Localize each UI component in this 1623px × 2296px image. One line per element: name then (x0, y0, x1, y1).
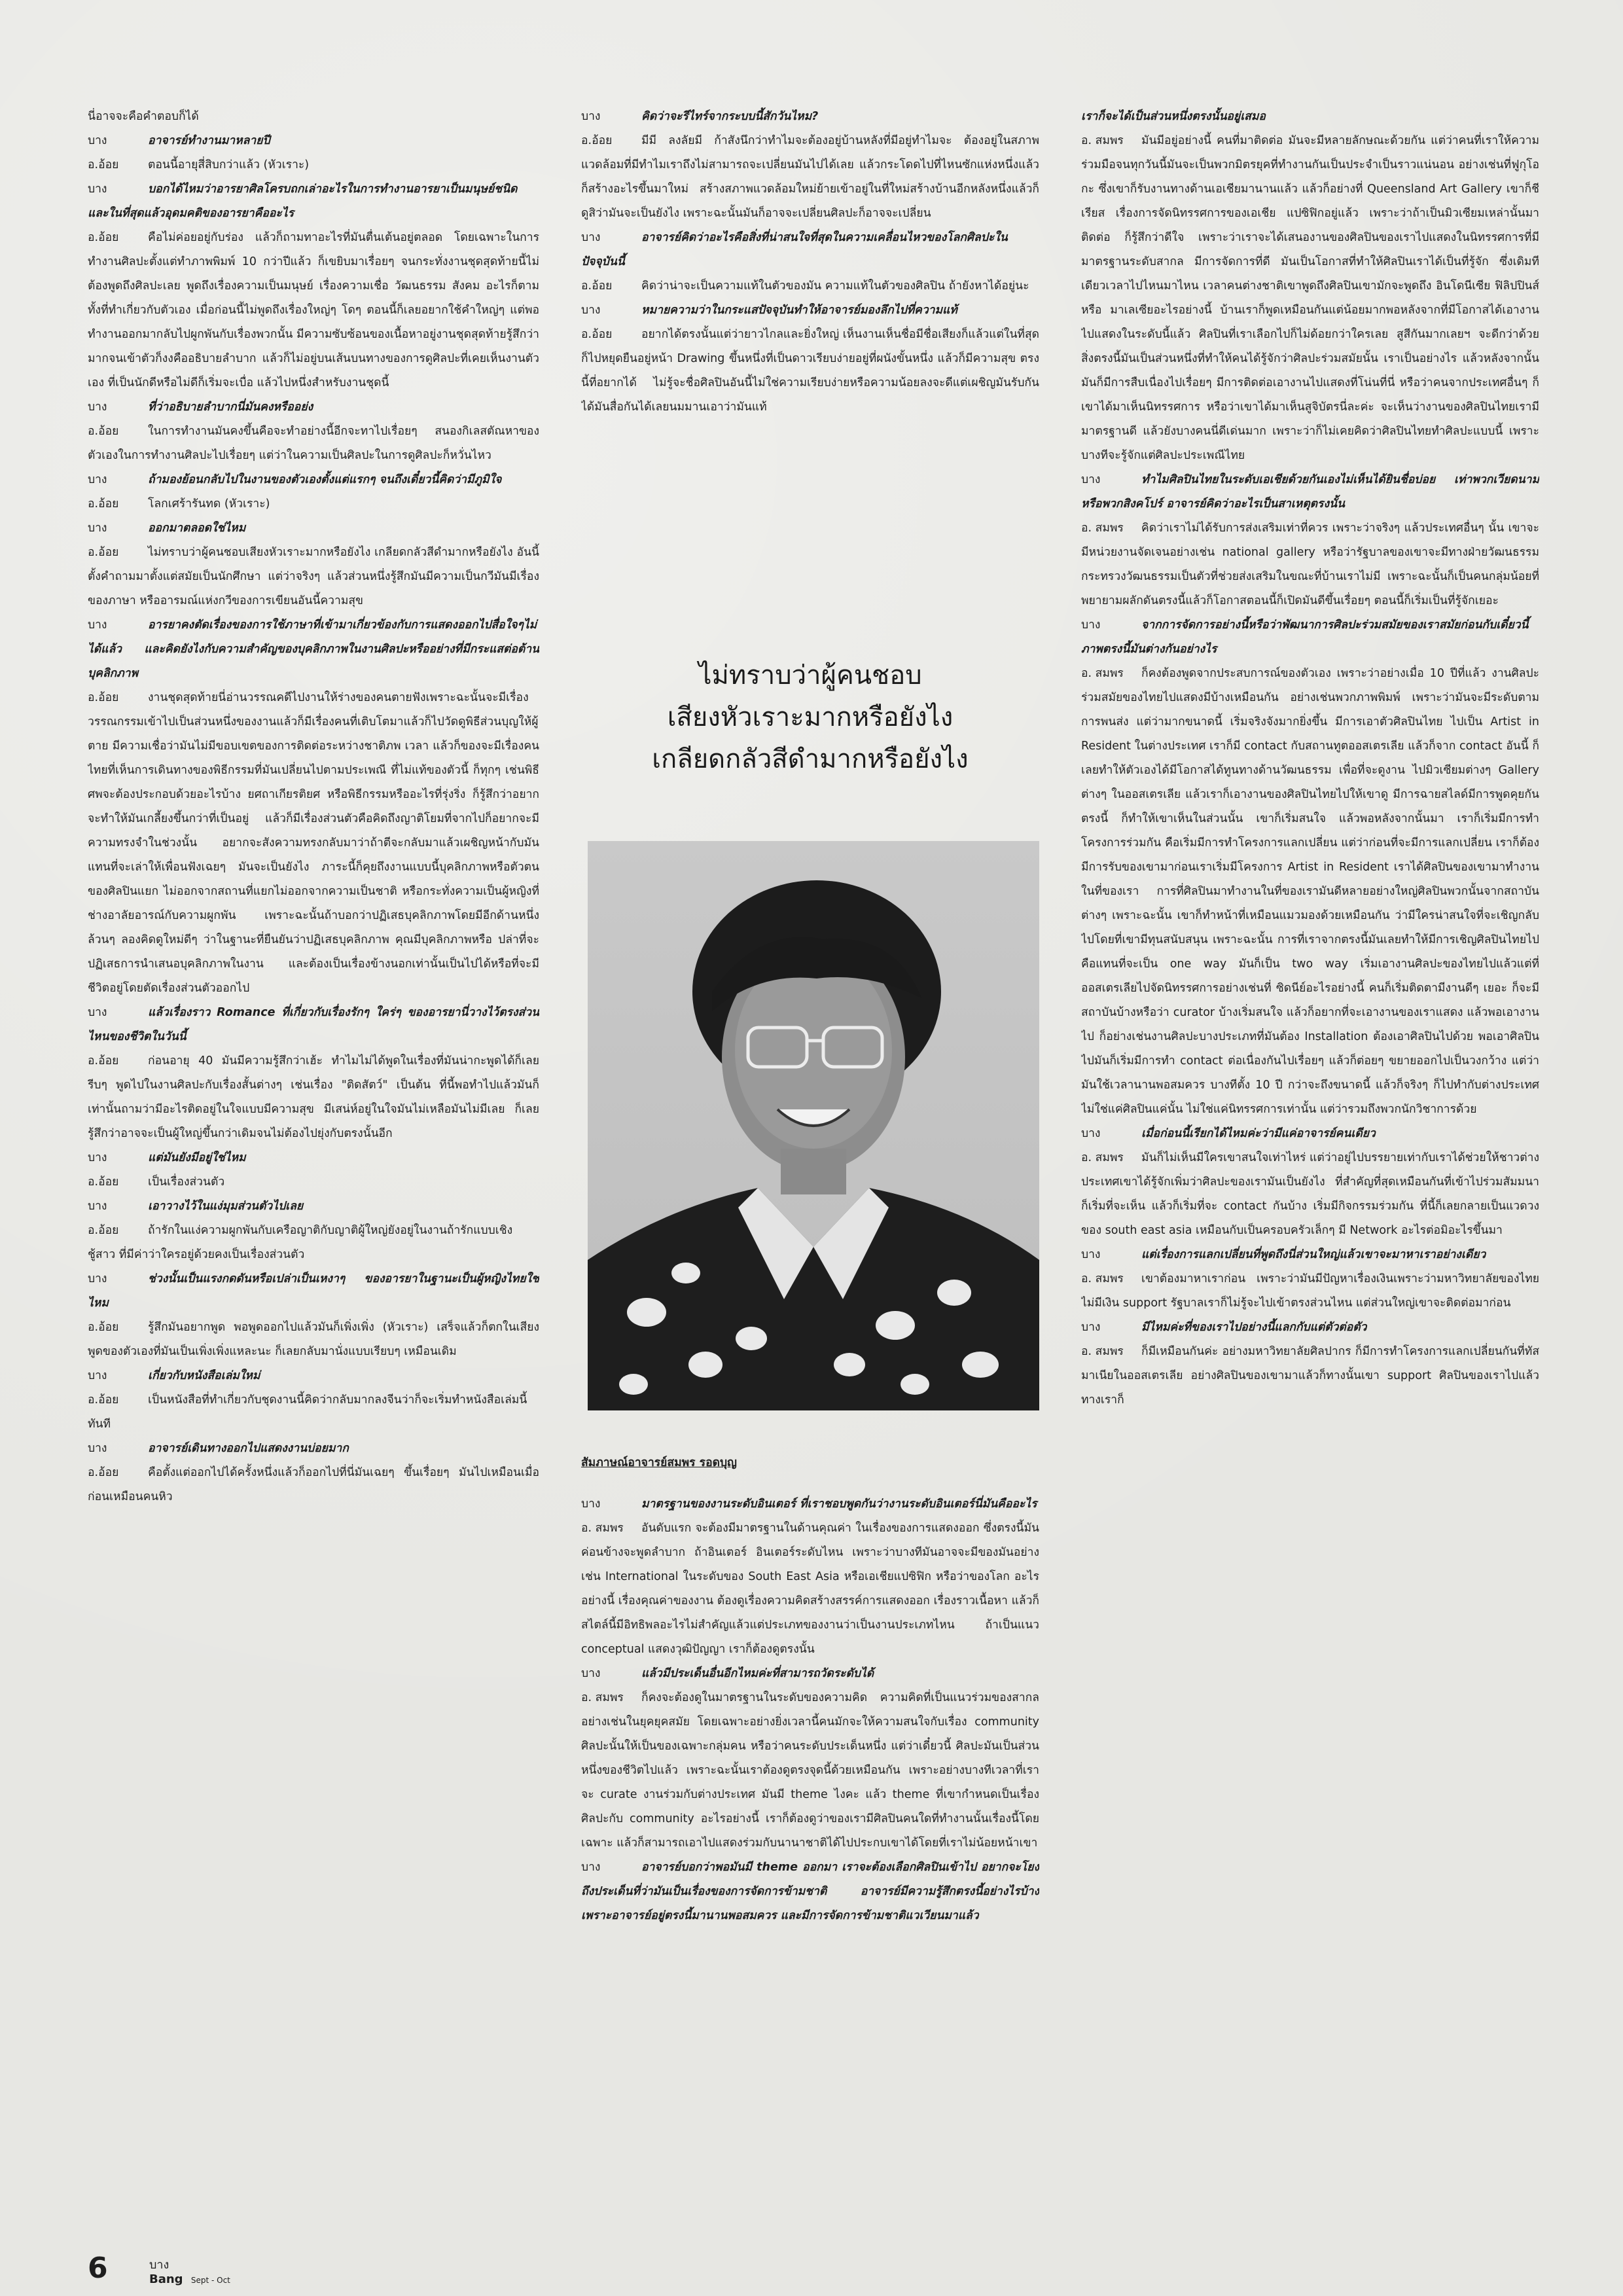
paragraph-text: อาจารย์ทำงานมาหลายปี (148, 134, 270, 147)
interview-answer (1081, 1146, 1539, 1243)
interview-question (581, 1856, 1039, 1928)
paragraph-text: มีมี ลงลัยมี ก้าสังนึกว่าทำไมจะต้องอยู่บ้านหลังที่มีอยู่ทำไมจะ ต้องอยู่ในสภาพแวดล้อมที่มีทำไมเราถึงไม่สามารถจะเปลี่ยนมันไปได้เลย แล้วกระโดดไปที่ไหนซักแห่งหนึ่งแล้วก็สร้างอะไรขึ้นมาใหม่ สร้างสภาพแวดล้อมใหม่ย้ายเข้าอยู่ในที่ใหม่สร้างบ้านอีกหลังหนึ่งแล้วก็ดูสิว่ามันจะเป็นยังไง เพราะฉะนั้นมันก็อาจจะเปลี่ยนศิลปะก็อาจจะเปลี่ยน (581, 134, 1039, 220)
paragraph-text: คิดว่าน่าจะเป็นความแท้ในตัวของมัน ความแท้ในตัวของศิลปิน ถ้ายังหาได้อยู่นะ (641, 279, 1029, 293)
speaker-label: บาง (88, 183, 107, 196)
interview-answer (88, 1219, 539, 1267)
paragraph-text: ทำไมศิลปินไทยในระดับเอเชียด้วยกันเองไม่เห็นได้ยินชื่อบ่อย เท่าพวกเวียดนามหรือพวกสิงคโปร์ อาจารย์คิดว่าอะไรเป็นสาเหตุตรงนั้น (1081, 473, 1539, 511)
magazine-brand (149, 2258, 230, 2287)
speaker-label: บาง (88, 619, 107, 632)
speaker-label: บาง (581, 1667, 601, 1680)
interview-answer (88, 420, 539, 468)
speaker-label: บาง (88, 1369, 107, 1382)
paragraph-text: เขาต้องมาหาเราก่อน เพราะว่ามันมีปัญหาเรื่องเงินเพราะว่ามหาวิทยาลัยของไทยไม่มีเงิน support รัฐบาลเราก็ไม่รู้จะไปเข้าตรงส่วนไหน แต่ส่วนใหญ่เขาจะติดต่อมาก่อน (1081, 1272, 1539, 1310)
speaker-label: บาง (88, 522, 107, 535)
interview-answer (581, 274, 1039, 298)
speaker-label: บาง (581, 304, 601, 317)
paragraph-text: บอกได้ไหมว่าอารยาศิลโครบถกเล่าอะไรในการทำงานอารยาเป็นมนุษย์ชนิด และในที่สุดแล้วอุดมคติของอารยาคืออะไร (88, 183, 518, 220)
paragraph-text: มันมีอยู่อย่างนี้ คนที่มาติดต่อ มันจะมีหลายลักษณะด้วยกัน แต่ว่าคนที่เราให้ความร่วมมือจนทุกวันนี้มันจะเป็นพวกมิตรยุคที่ทำงานกันเป็นประจำเป็นราวแน่นอน อย่างเช่นที่ฟูกุโอกะ ซึ่งเขาก็รับงานทางด้านเอเชียมานานแล้ว แล้วก็อย่างที่ Queensland Art Gallery เขาก็ชีเรียส เรื่องการจัดนิทรรศการของเอเชีย แปซิฟิกอยู่แล้ว เพราะว่าถ้าเป็นมิวเซียมเหล่านั้นมาติดต่อ ก็รู้สึกว่าดีใจ เพราะว่าเราจะได้เสนองานของศิลปินของเราไปแสดงในนิทรรศการที่มีมาตรฐานระดับสากล มีการจัดการที่ดี มันเป็นโอกาสที่ทำให้ศิลปินเราได้เป็นที่รู้จัก ซึ่งเดิมทีเดียวเวลาไปไหนมาไหน เวลาคนต่างชาติเขาพูดถึงศิลปินเขามักจะพูดถึง อินโดนีเซีย ฟิลิปปินส์ หรือ มาเลเซียอะไรอย่างนี้ บ้านเราก็พูดเหมือนกันแต่น้อยมากพอหลังจากที่มีโอกาสได้เอางานไปแสดงในระดับนี้แล้ว ศิลปินที่เราเลือกไปก็ไม่ด้อยกว่าใครเลย สูสีกันมากเลยฯ จะดีกว่าด้วย สิ่งตรงนี้มันเป็นส่วนหนึ่งที่ทำให้คนได้รู้จักว่าศิลปะร่วมสมัยนั้น เราเป็นอย่างไร แล้วหลังจากนั้นมันก็มีการสืบเนื่องไปเรื่อยๆ มีการติดต่อเอางานไปแสดงที่โน่นที่นี่ หรือว่าคนจากประเทศอื่นๆ ก็เขาได้มาเห็นนิทรรศการ หรือว่าเขาได้มาเห็นสูจิบัตรนี่ละค่ะ จะเห็นว่างานของศิลปินไทยเรามีมาตรฐานดี แล้วยังบางคนนี่ดีเด่นมาก เพราะว่าก็ไม่เคยคิดว่าศิลปินไทยทำศิลปะแบบนี้ เพราะบางทีจะรู้จักแต่ศิลปะประเพณีไทย (1081, 134, 1539, 462)
paragraph-text: ก่อนอายุ 40 มันมีความรู้สึกว่าเฮ้ะ ทำไมไม่ได้พูดในเรื่องที่มันน่ากะพูดได้ก็เลยรีบๆ พูดไปในงานศิลปะกับเรื่องสั้นต่างๆ เช่นเรื่อง "ติดสัตว์" เป็นต้น ที่นี้พอทำไปแล้วมันก็เท่านั้นถามว่ามีอะไรติดอยู่ในใจแบบมีความสุข มีเสน่ห์อยู่ในใจมันไม่เหลือมันไม่มีเลย ก็เลยรู้สึกว่าอาจจะเป็นผู้ใหญ่ขึ้นกว่าเดิมจนไม่ต้องไปยุ่งกับตรงนั้นอีก (88, 1054, 539, 1140)
speaker-label: อ.อ้อย (88, 231, 119, 244)
speaker-label: อ. สมพร (581, 1522, 624, 1535)
speaker-label: อ.อ้อย (88, 1321, 119, 1334)
speaker-label: อ.อ้อย (88, 1466, 119, 1479)
paragraph-text: ถ้ารักในแง่ความผูกพันกับเครือญาติกับญาติผู้ใหญ่ยังอยู่ในงานถ้ารักแบบเชิงชู้สาว ที่มีค่าว่าใครอยู่ด้วยคงเป็นเรื่องส่วนตัว (88, 1224, 513, 1261)
paragraph-text: ช่วงนั้นเป็นแรงกดดันหรือเปล่าเป็นเหงาๆ ของอารยาในฐานะเป็นผู้หญิงไทยใช่ไหม (88, 1272, 539, 1310)
portrait-photo (588, 841, 1039, 1410)
speaker-label: อ. สมพร (1081, 1151, 1124, 1164)
interview-question (581, 1662, 1039, 1686)
interviewee-photo (588, 841, 1039, 1410)
interview-answer (88, 1049, 539, 1146)
paragraph-text: จากการจัดการอย่างนี้หรือว่าพัฒนาการศิลปะร่วมสมัยของเราสมัยก่อนกับเดี๋ยวนี้ ภาพตรงนี้มันต่างกันอย่างไร (1081, 619, 1529, 656)
interview-question (88, 1146, 539, 1170)
speaker-label: อ. สมพร (1081, 134, 1124, 147)
interview-question (88, 516, 539, 541)
paragraph-text: ก็มีเหมือนกันค่ะ อย่างมหาวิทยาลัยศิลปากร ก็มีการทำโครงการแลกเปลี่ยนกันที่ทัสมาเนียในออสเตรเลีย อย่างศิลปินของเขามาแล้วก็ทางนั้นเขา support ศิลปินของเราไปแล้วทางเราก็ (1081, 1345, 1539, 1407)
paragraph-text: ตอนนี้อายุสี่สิบกว่าแล้ว (หัวเราะ) (148, 158, 310, 171)
speaker-label: บาง (88, 1151, 107, 1164)
paragraph-text: เป็นเรื่องส่วนตัว (148, 1175, 225, 1189)
paragraph-text: ถ้ามองย้อนกลับไปในงานของตัวเองตั้งแต่แรกๆ จนถึงเดี๋ยวนี้คิดว่ามีภูมิใจ (148, 473, 502, 486)
paragraph-text: แต่มันยังมีอยู่ใช่ไหม (148, 1151, 246, 1164)
middle-column-top (581, 105, 1039, 628)
paragraph-text: อาจารย์บอกว่าพอมันมี theme ออกมา เราจะต้องเลือกศิลปินเข้าไป อยากจะโยงถึงประเด็นที่ว่ามันเป็นเรื่องของการจัดการข้ามชาติ อาจารย์มีความรู้สึกตรงนี้อย่างไรบ้าง เพราะอาจารย์อยู่ตรงนี้มานานพอสมควร และมีการจัดการข้ามชาติแวเวียนมาแล้ว (581, 1861, 1039, 1922)
paragraph-text: มันก็ไม่เห็นมีใครเขาสนใจเท่าไหร่ แต่ว่าอยู่ไปบรรยายเท่ากับเราได้ช่วยให้ชาวต่างประเทศเขาได้รู้จักเพิ่มว่าศิลปะของเรามันเป็นยังไง ที่สำคัญที่สุดเหมือนกันที่เข้าไปร่วมสัมมนาก็เริ่มที่จะเห็น แล้วก็เริ่มที่จะ contact กันบ้าง เริ่มมีกิจกรรมร่วมกัน ที่นี้ก็เลยกลายเป็นแวดวงของ south east asia เหมือนกับเป็นครอบครัวเล็กๆ มี Network อะไรต่อมิอะไรขึ้นมา (1081, 1151, 1539, 1237)
paragraph-text: แต่เรื่องการแลกเปลี่ยนที่พูดถึงนี่ส่วนใหญ่แล้วเขาจะมาหาเราอย่างเดียว (1141, 1248, 1486, 1261)
paragraph-text: ในการทำงานมันคงขึ้นคือจะทำอย่างนี้อีกจะทาไปเรื่อยๆ สนองกิเลสตัณหาของตัวเองในการทำงานศิลปะไปเรื่อยๆ แต่ว่าในความเป็นศิลปะในการดูศิลปะก็หวั่นไหว (88, 425, 539, 462)
paragraph-text: อยากได้ตรงนั้นแต่ว่ายาวไกลและยิ่งใหญ่ เห็นงานเห็นชื่อมีชื่อเสียงก็แล้วแต่ในที่สุดก็ไปหยุดยืนอยู่หน้า Drawing ขึ้นหนึ่งที่เป็นดาวเรียบง่ายอยู่ที่ผนังขั้นหนึ่ง แล้วก็มีความสุข ตรงนี้ที่อยากได้ ไม่รู้จะชื่อศิลปินอันนี้ไม่ใช่ความเรียบง่ายหรือความน้อยลงจะดีแต่เผชิญมันรับกันได้มันสื่อกันได้เลยนมมานเอาว่ามันแท้ (581, 328, 1039, 414)
speaker-label: บาง (88, 1200, 107, 1213)
brand-en: Bang (149, 2272, 183, 2286)
interview-answer (581, 1516, 1039, 1662)
interview-answer (581, 129, 1039, 226)
speaker-label: อ.อ้อย (88, 546, 119, 559)
paragraph-text: รู้สึกมันอยากพูด พอพูดออกไปแล้วมันก็เพิ่งเพิ่ง (หัวเราะ) เสร็จแล้วก็ตกในเสียงพูดของตัวเองที่มันเป็นเพิ่งเพิ่งแหละนะ ก็เลยกลับมานั่งแบบเรียบๆ เหมือนเดิม (88, 1321, 539, 1358)
pull-quote (581, 655, 1039, 780)
speaker-label: บาง (1081, 1321, 1101, 1334)
speaker-label: อ.อ้อย (88, 1054, 119, 1067)
speaker-label: อ. สมพร (1081, 1272, 1124, 1285)
paragraph-text: นี่อาจจะคือคำตอบก็ได้ (88, 110, 199, 123)
brand-thai: บาง (149, 2258, 169, 2272)
speaker-label: อ. สมพร (1081, 522, 1124, 535)
speaker-label: อ.อ้อย (88, 1224, 119, 1237)
paragraph-text: เป็นหนังสือที่ทำเกี่ยวกับชุดงานนี้คิดว่ากลับมากลงจีนว่าก็จะเริ่มทำหนังสือเล่มนี้ทันที (88, 1393, 527, 1431)
interview-answer (88, 1170, 539, 1194)
interview-question (88, 613, 539, 686)
interview-answer (1081, 1340, 1539, 1412)
paragraph-text: เกี่ยวกับหนังสือเล่มใหม่ (148, 1369, 260, 1382)
pull-quote-line: เกลียดกลัวสีดำมากหรือยังไง (652, 744, 969, 774)
speaker-label: บาง (88, 1272, 107, 1285)
paragraph-text: โลกเศร้ารันทด (หัวเราะ) (148, 497, 270, 511)
photo-caption: สัมภาษณ์อาจารย์สมพร รอดบุญ (581, 1456, 737, 1469)
speaker-label: บาง (88, 1442, 107, 1455)
paragraph-text: คิดว่าเราไม่ได้รับการส่งเสริมเท่าที่ควร เพราะว่าจริงๆ แล้วประเทศอื่นๆ นั้น เขาจะมีหน่วยงานจัดเจนอย่างเช่น national gallery หรือว่ารัฐบาลของเขาจะมีทางฝ่ายวัฒนธรรม กระทรวงวัฒนธรรมเป็นตัวที่ช่วยส่งเสริมในขณะที่บ้านเราไม่มี เพราะฉะนั้นก็เป็นคนกลุ่มน้อยที่พยายามผลักดันตรงนี้แล้วก็โอกาสตอนนี้ก็เปิดมันดีขึ้นเรื่อยๆ ตอนนี้ก็เริ่มเป็นที่รู้จักเยอะ (1081, 522, 1539, 607)
pull-quote-line: เสียงหัวเราะมากหรือยังไง (667, 702, 954, 732)
interview-answer (581, 1686, 1039, 1856)
interview-answer (88, 1316, 539, 1364)
speaker-label: บาง (1081, 473, 1101, 486)
interview-question (1081, 613, 1539, 662)
speaker-label: อ.อ้อย (88, 1393, 119, 1407)
page-number: 6 (88, 2251, 108, 2285)
speaker-label: บาง (88, 401, 107, 414)
interview-answer (88, 1461, 539, 1509)
paragraph-text: ก็คงต้องพูดจากประสบการณ์ของตัวเอง เพราะว่าอย่างเมื่อ 10 ปีที่แล้ว งานศิลปะร่วมสมัยของไทยไปแสดงมีบ้างเหมือนกัน อย่างเช่นพวกภาพพิมพ์ เพราะว่ามันจะมีระดับตามการพนส่ง แต่ว่ามากขนาดนี้ เริ่มจริงจังมากยิ่งขึ้น มีการเอาตัวศิลปินไทย ไปเป็น Artist in Resident ในต่างประเทศ เราก็มี contact กับสถานทูตออสเตรเลีย แล้วก็จาก contact อันนี้ ก็เลยทำให้ตัวเองได้มีโอกาสได้ทูนทางด้านวัฒนธรรม เพื่อที่จะดูงาน ไปมิวเซียมต่างๆ Gallery ต่างๆ ในออสเตรเลีย แล้วเราก็เอางานของศิลปินไทยไปให้เขาดู มีการฉายสไลด์มีการพูดคุยกันตรงนี้ ก็ทำให้เขาเห็นในส่วนนั้น เขาก็เริ่มสนใจ แล้วพอหลังจากนั้นมา เราก็เริ่มมีการทำโครงการร่วมกัน คือเริ่มมีการทำโครงการแลกเปลี่ยน แต่ว่าก่อนที่จะมีการแลกเปลี่ยน เราก็ต้องมีการรับของเขามาก่อนเราเริ่มมีโครงการ Artist in Resident เราได้ศิลปินของเขามาทำงานในที่ของเรา การที่ศิลปินมาทำงานในที่ของเรามันดีหลายอย่างใหญ่ศิลปินพวกนั้นจากสถาบันต่างๆ เพราะฉะนั้น เขาก็ทำหน้าที่เหมือนแมวมองด้วยเหมือนกัน ว่ามีใครน่าสนใจที่จะเชิญกลับไปโดยที่เขามีทุนสนับสนุน เพราะฉะนั้น การที่เราจากตรงนี้มันเลยทำให้มีการเชิญศิลปินไทยไป คือแทนที่จะเป็น one way มันก็เป็น two way เริ่มเอางานศิลปะของไทยไปแล้วแต่ที่ออสเตรเลียไปจัดนิทรรศการอย่างเช่นที่ ซิดนีย์อะไรอย่างนี้ คนก็เริ่มติดตามีงานดีๆ เยอะ ก็จะมีสถาบันบ้างหรือว่า curator บ้างเริ่มสนใจ แล้วก็อยากที่จะเอางานของเราแสดง แล้วพอเอางานไป ก็อย่างเช่นงานศิลปะบางประเภทที่มันต้อง Installation ต้องเอาศิลปินไปด้วย พอเอาศิลปินไปมันก็เริ่มมีการทำ contact ต่อเนื่องกันไปเรื่อยๆ แล้วก็ต่อยๆ ขยายออกไปเป็นวงกว้าง แต่ว่ามันใช้เวลานานพอสมควร บางทีตั้ง 10 ปี กว่าจะถึงขนาดนี้ แล้วก็จริงๆ ก็ไปทำกับต่างประเทศไม่ใช่แค่ศิลปินแค่นั้น ไม่ใช่แค่นิทรรศการเท่านั้น แต่ว่ารวมถึงพวกนักวิชาการด้วย (1081, 667, 1539, 1116)
interview-question (88, 1267, 539, 1316)
paragraph-text: หมายความว่าในกระแสปัจจุบันทำให้อาจารย์มองลึกไปที่ความแท้ (641, 304, 957, 317)
paragraph-text: ออกมาตลอดใช่ไหม (148, 522, 246, 535)
speaker-label: บาง (88, 1006, 107, 1019)
interview-question (1081, 1243, 1539, 1267)
speaker-label: อ.อ้อย (581, 328, 613, 341)
paragraph-text: ก็คงจะต้องดูในมาตรฐานในระดับของความคิด ความคิดที่เป็นแนวร่วมของสากล อย่างเช่นในยุคยุคสมัย โดยเฉพาะอย่างยิ่งเวลานี้คนมักจะให้ความสนใจกับเรื่อง community ศิลปะนั้นให้เป็นของเฉพาะกลุ่มคน หรือว่าคนระดับประเด็นหนึ่ง แต่ว่าเดี๋ยวนี้ ศิลปะมันเป็นส่วนหนึ่งของชีวิตไปแล้ว เพราะฉะนั้นเราต้องดูตรงจุดนี้ด้วยเหมือนกัน เพราะอย่างบางทีเวลาที่เราจะ curate งานร่วมกับต่างประเทศ มันมี theme ไงคะ แล้ว theme ที่เขากำหนดเป็นเรื่องศิลปะกับ community อะไรอย่างนี้ เราก็ต้องดูว่าของเรามีศิลปินคนใดที่ทำงานนั้นเรื่องนี้โดยเฉพาะ แล้วก็สามารถเอาไปแสดงร่วมกับนานาชาติได้ไปประกบเขาได้โดยที่เราไม่น้อยหน้าเขา (581, 1691, 1039, 1850)
paragraph-text: แล้วเรื่องราว Romance ที่เกี่ยวกับเรื่องรักๆ ใคร่ๆ ของอารยานี่วางไว้ตรงส่วนไหนของชีวิตในวันนี้ (88, 1006, 539, 1043)
interview-question (1081, 1316, 1539, 1340)
interview-question (581, 105, 1039, 129)
speaker-label: อ.อ้อย (88, 691, 119, 704)
paragraph-text: ที่ว่าอธิบายลำบากนี่มันคงหรืออย่ง (148, 401, 313, 414)
interview-answer (88, 153, 539, 177)
speaker-label: อ.อ้อย (88, 425, 119, 438)
interview-answer (88, 492, 539, 516)
paragraph-text: เอาวางไว้ในแง่มุมส่วนตัวไปเลย (148, 1200, 304, 1213)
speaker-label: อ. สมพร (1081, 1345, 1124, 1358)
speaker-label: บาง (1081, 1127, 1101, 1140)
paragraph-text: มีไหมค่ะที่ของเราไปอย่างนี้แลกกับแต่ตัวต่อตัว (1141, 1321, 1367, 1334)
middle-column-bottom (581, 1492, 1039, 2265)
speaker-label: บาง (1081, 1248, 1101, 1261)
page-footer (88, 2251, 480, 2291)
pull-quote-line: ไม่ทราบว่าผู้คนชอบ (698, 660, 922, 691)
speaker-label: บาง (88, 473, 107, 486)
interview-answer (1081, 1267, 1539, 1316)
interview-question (88, 1001, 539, 1049)
left-column (88, 105, 539, 2173)
interview-question (88, 1194, 539, 1219)
interview-question (88, 1364, 539, 1388)
speaker-label: อ. สมพร (581, 1691, 624, 1704)
interview-answer (88, 686, 539, 1001)
issue-label: Sept - Oct (190, 2276, 230, 2285)
paragraph-text: คือไม่ค่อยอยู่กับร่อง แล้วก็ถามทาอะไรที่มันตื่นเต้นอยู่ตลอด โดยเฉพาะในการทำงานศิลปะตั้งแต่ทำภาพพิมพ์ 10 กว่าปีแล้ว ก็เขยิบมาเรื่อยๆ จนกระทั่งงานชุดสุดท้ายนี้ไม่ต้องพูดถึงศิลปะเลย พูดถึงเรื่องความเป็นมนุษย์ เรื่องความเชื่อ วัฒนธรรม สังคม อะไรก็ตามทั้งที่ทำเกี่ยวกับตัวเอง เมื่อก่อนนี้ไม่พูดถึงเรื่องใหญ่ๆ โดๆ ตอนนี้ก็เลยอยากใช้คำใหญ่ๆ แต่พอทำงานออกมากลับไปผูกพันกับเรื่องพวกนั้น มีความซับซ้อนของเนื้อหาอยู่งานชุดสุดท้ายรู้สึกว่ามากจนเข้าตัวก็งงคืออธิบายลำบาก แล้วก็ไม่อยู่บนเส้นบนทางของการดูศิลปะที่เคยเห็นงานตัวเอง ที่เป็นนักดีหรือไม่ดีก็เริ่มจะเบื่อ แล้วไปหนึ่งสำหรับงานชุดนี้ (88, 231, 539, 389)
paragraph-text: เราก็จะได้เป็นส่วนหนึ่งตรงนั้นอยู่เสมอ (1081, 110, 1266, 123)
right-column (1081, 105, 1539, 2265)
interview-answer (1081, 662, 1539, 1122)
speaker-label: อ.อ้อย (581, 134, 613, 147)
interview-answer (88, 226, 539, 395)
speaker-label: บาง (1081, 619, 1101, 632)
speaker-label: อ.อ้อย (88, 158, 119, 171)
paragraph-text: มาตรฐานของงานระดับอินเตอร์ ที่เราชอบพูดกันว่างานระดับอินเตอร์นี่มันคืออะไร (641, 1498, 1037, 1511)
interview-question (1081, 1122, 1539, 1146)
interview-question (1081, 468, 1539, 516)
paragraph-text: งานชุดสุดท้ายนี่อ่านวรรณคดีไปงานให้ร่างของคนตายฟังเพราะฉะนั้นจะมีเรื่องวรรณกรรมเข้าไปเป็นส่วนหนึ่งของงานแล้วก็มีเรื่องคนที่เติบโตมาแล้วก็ไปวัดดูพิธีส่วนบุญให้ผู้ตาย มีความเชื่อว่ามันไม่มีขอบเขตของการติดต่อระหว่างชาติภพ เวลา แล้วก็ของจะมีเรื่องคนไทยที่เห็นการเดินทางของพิธีกรรมที่มันเปลี่ยนไปตามประเพณี ที่ไม่แท้ของตัวนี้ ก็ทุกๆ เช่นพิธีศพจะต้องประกอบด้วยอะไรบ้าง ยศถาเกียรติยศ หรือพิธีกรรมหรืออะไรที่รุ่งริ่ง ก็รู้สึกว่าอยากจะทำให้มันเกลี้ยงขึ้นกว่าที่เป็นอยู่ แล้วก็มีเรื่องส่วนตัวคือคิดถึงญาติโยมที่จากไปก็อยากจะมีความทรงจำในช่วงนั้น อยากจะสังความทรงกลับมาว่าถ้าตีจะกลับมาแล้วเผชิญหน้ากับมันแทนที่จะเล่าให้เพื่อนฟังเฉยๆ มันจะเป็นยังไง ภาระนี้ก็คุยถึงงานแบบนี้บุคลิกภาพหรือตัวตนของศิลปินแยก ไม่ออกจากสถานที่แยกไม่ออกจากความเป็นชาติ หรือกระทั่งความเป็นผู้หญิงที่ช่างอาลัยอารณ์กับความผูกพัน เพราะฉะนั้นถ้าบอกว่าปฏิเสธบุคลิกภาพโดยมีอีกด้านหนึ่งล้วนๆ ลองคิดดูใหม่ดีๆ ว่าในฐานะที่ยืนยันว่าปฏิเสธบุคลิกภาพ คุณมีบุคลิกภาพหรือ ปล่าที่จะปฏิเสธการนำเสนอบุคลิกภาพในงาน และต้องเป็นเรื่องข้างนอกเท่านั้นเป็นไปได้หรือที่จะมีชีวิตอยู่โดยตัดเรื่องส่วนตัวออกไป (88, 691, 539, 995)
speaker-label: อ. สมพร (1081, 667, 1124, 680)
brand-english (149, 2272, 230, 2287)
interview-answer (88, 1388, 539, 1437)
interview-question (88, 395, 539, 420)
speaker-label: บาง (581, 231, 601, 244)
interview-question (88, 177, 539, 226)
paragraph-text: คือตั้งแต่ออกไปได้ครั้งหนึ่งแล้วก็ออกไปที่นี่มันเฉยๆ ขึ้นเรื่อยๆ มันไปเหมือนเมื่อก่อนเหมือนคนหิว (88, 1466, 539, 1503)
interview-question (581, 1492, 1039, 1516)
paragraph-text: อันดับแรก จะต้องมีมาตรฐานในด้านคุณค่า ในเรื่องของการแสดงออก ซึ่งตรงนี้มันค่อนข้างจะพูดลำบาก ถ้าอินเตอร์ อินเตอร์ระดับไหน เพราะว่าบางทีมันอาจจะมีของมันอย่างเช่น International ในระดับของ South East Asia หรือเอเชียแปซิฟิก หรือว่าของโลก อะไรอย่างนี้ เรื่องคุณค่าของงาน ต้องดูเรื่องความคิดสร้างสรรค์การแสดงออก เรื่องราวเนื้อหา แล้วก็สไตล์นี้มีอิทธิพลอะไรไม่สำคัญแล้วแต่ประเภทของงานว่าเป็นงานประเภทไหน ถ้าเป็นแนว conceptual แสดงวุฒิปัญญา เราก็ต้องดูตรงนั้น (581, 1522, 1039, 1656)
paragraph-text: แล้วมีประเด็นอื่นอีกไหมค่ะที่สามารถวัดระดับได้ (641, 1667, 874, 1680)
speaker-label: บาง (581, 110, 601, 123)
interview-answer (1081, 129, 1539, 468)
speaker-label: บาง (581, 1498, 601, 1511)
interview-question (88, 1437, 539, 1461)
interview-answer (88, 541, 539, 613)
speaker-label: บาง (88, 134, 107, 147)
speaker-label: อ.อ้อย (581, 279, 613, 293)
interview-answer (581, 323, 1039, 420)
interview-answer (88, 105, 539, 129)
paragraph-text: อาจารย์คิดว่าอะไรคือสิ่งที่น่าสนใจที่สุดในความเคลื่อนไหวของโลกศิลปะในปัจจุบันนี้ (581, 231, 1008, 268)
speaker-label: บาง (581, 1861, 601, 1874)
speaker-label: อ.อ้อย (88, 1175, 119, 1189)
interview-question (88, 468, 539, 492)
interview-question (88, 129, 539, 153)
interview-question (1081, 105, 1539, 129)
speaker-label: อ.อ้อย (88, 497, 119, 511)
paragraph-text: อารยาคงตัดเรื่องของการใช้ภาษาที่เข้ามาเกี่ยวข้องกับการแสดงออกไปสื่อใจๆไม่ได้แล้ว และคิดยังไงกับความสำคัญของบุคลิกภาพในงานศิลปะหรืออย่างที่มีกระแสต่อต้านบุคลิกภาพ (88, 619, 539, 680)
paragraph-text: เมื่อก่อนนี้เรียกได้ไหมค่ะว่ามีแค่อาจารย์คนเดียว (1141, 1127, 1376, 1140)
paragraph-text: ไม่ทราบว่าผู้คนชอบเสียงหัวเราะมากหรือยังไง เกลียดกลัวสีดำมากหรือยังไง อันนี้ตั้งคำถามมาตั้งแต่สมัยเป็นนักศึกษา แต่ว่าจริงๆ แล้วส่วนหนึ่งรู้สึกมันมีความเป็นกวีมันมีเรื่องของภาษา หรืออารมณ์แห่งกวีของการเขียนอันนี้ความสุข (88, 546, 539, 607)
paragraph-text: คิดว่าจะรีไทร์จากระบบนี้สักวันไหม? (641, 110, 819, 123)
interview-question (581, 226, 1039, 274)
interview-question (581, 298, 1039, 323)
interview-answer (1081, 516, 1539, 613)
paragraph-text: อาจารย์เดินทางออกไปแสดงงานบ่อยมาก (148, 1442, 349, 1455)
